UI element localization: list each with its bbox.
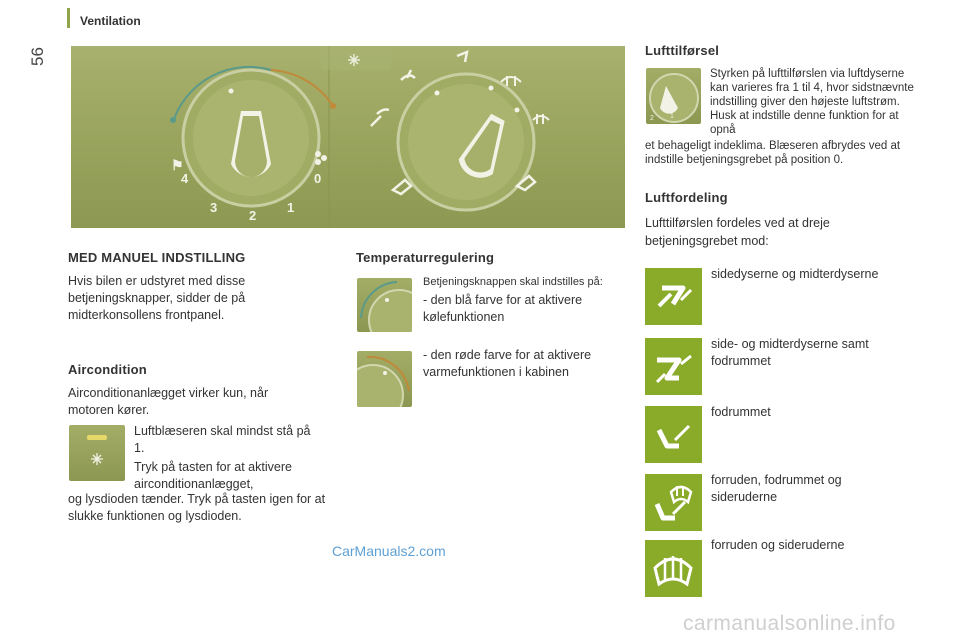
aircondition-heading: Aircondition (68, 362, 147, 377)
airflow-heading: Lufttilførsel (645, 43, 720, 58)
page-number: 56 (28, 47, 47, 66)
section-accent-bar (67, 8, 70, 28)
windscreen-and-foot-tile (645, 474, 702, 531)
distribution-option-5: forruden og sideruderne (711, 538, 845, 552)
temperature-intro: Betjeningsknappen skal indstilles på: (423, 276, 603, 288)
watermark-carmanuals2[interactable]: CarManuals2.com (332, 543, 446, 559)
airflow-continuation: et behageligt indeklima. Blæseren afbrydes ved at indstille betjeningsgrebet på position 0. (645, 140, 901, 166)
face-vent-icon (645, 268, 702, 325)
manual-heading: MED MANUEL INDSTILLING (68, 250, 246, 265)
distribution-intro: Lufttilførslen fordeles ved at dreje betjeningsgrebet mod: (645, 216, 830, 248)
defrost-icon (645, 540, 702, 597)
distribution-option-2: side- og midterdyserne samt fodrummet (711, 337, 869, 368)
dial-label-1: 1 (287, 200, 295, 215)
dial-label-3: 3 (210, 200, 218, 215)
distribution-heading: Luftfordeling (645, 190, 728, 205)
watermark-carmanualsonline: carmanualsonline.info (683, 612, 896, 635)
foot-vent-tile (645, 406, 702, 463)
warm-dial-photo (357, 351, 412, 407)
temperature-heading: Temperaturregulering (356, 250, 495, 265)
distribution-option-1: sidedyserne og midterdyserne (711, 267, 879, 281)
section-title: Ventilation (80, 14, 141, 28)
snowflake-icon (91, 453, 103, 465)
ac-button-photo (69, 425, 125, 481)
defrost-foot-icon (645, 474, 702, 531)
face-vent-tile (645, 268, 702, 325)
dial-label-4: 4 (181, 171, 189, 186)
dial-label-0: 0 (314, 171, 322, 186)
fan-dial-photo (646, 68, 701, 124)
airflow-text: Styrken på lufttilførslen via luftdyserne kan varieres fra 1 til 4, hvor sidstnævnte indstilling giver den højeste luftstrøm. Husk at indstille denne funktion for at opnå (710, 68, 914, 136)
svg-text:⚑: ⚑ (171, 157, 184, 173)
distribution-option-3: fodrummet (711, 405, 771, 419)
foot-vent-icon (645, 406, 702, 463)
face-vent-icon (371, 110, 389, 127)
face-and-foot-vent-tile (645, 338, 702, 395)
aircondition-continuation: og lysdioden tænder. Tryk på tasten igen for at slukke funktionen og lysdioden. (68, 492, 326, 523)
svg-text:2: 2 (650, 115, 654, 122)
manual-text: Hvis bilen er udstyret med disse betjeningsknapper, sidder de på midterkonsollens frontpanel. (68, 274, 246, 322)
temperature-item-cold: - den blå farve for at aktivere kølefunktionen (423, 293, 583, 324)
aircondition-step1: Luftblæseren skal mindst stå på 1. (134, 424, 311, 455)
aircondition-step2: Tryk på tasten for at aktivere airconditionanlægget, (134, 460, 292, 491)
aircondition-intro: Airconditionanlægget virker kun, når motoren kører. (68, 386, 269, 417)
face-foot-vent-icon (645, 338, 702, 395)
dial-label-2: 2 (249, 208, 257, 223)
cold-dial-photo (357, 278, 412, 332)
svg-text:1: 1 (670, 113, 674, 120)
control-panel-photo (71, 46, 625, 228)
temperature-item-warm: - den røde farve for at aktivere varmefunktionen i kabinen (423, 348, 592, 379)
windscreen-tile (645, 540, 702, 597)
distribution-option-4: forruden, fodrummet og sideruderne (711, 473, 842, 504)
